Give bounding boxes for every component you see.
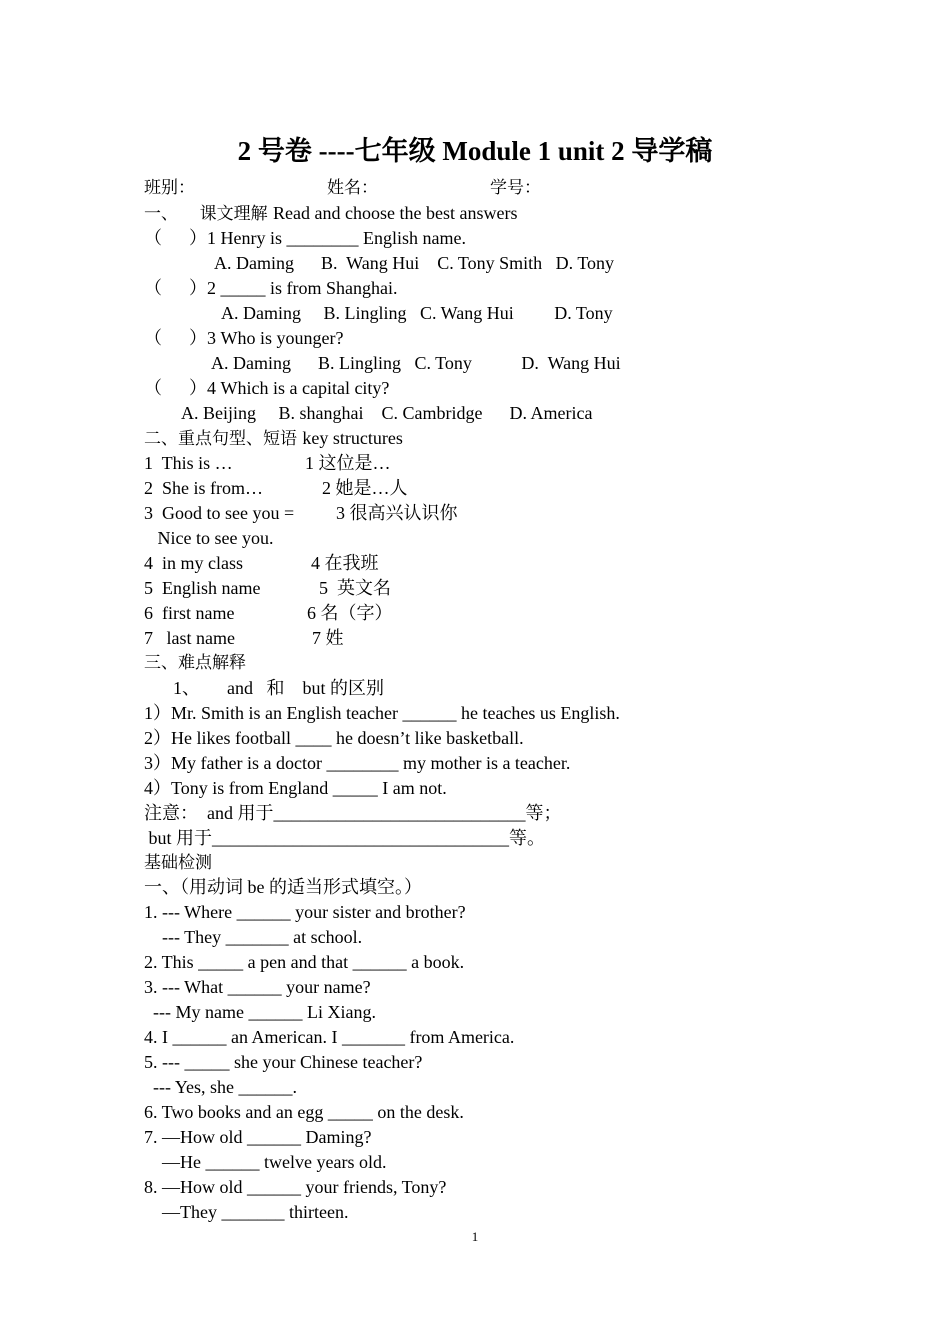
structure-en-6: 6 first name xyxy=(144,603,235,623)
question-3: （ ）3 Who is younger? xyxy=(144,328,344,348)
structure-cn-3: 3 很高兴认识你 xyxy=(336,503,458,523)
question-1-options: A. Daming B. Wang Hui C. Tony Smith D. Tony xyxy=(214,253,615,273)
section3-heading: 三、难点解释 xyxy=(144,653,246,673)
section2-heading-cn: 二、重点句型、短语 xyxy=(144,429,303,449)
structure-en-4: 4 in my class xyxy=(144,553,243,573)
exercise-line-3: 2. This _____ a pen and that ______ a book. xyxy=(144,952,465,972)
structure-cn-1: 1 这位是… xyxy=(305,453,391,473)
section1-heading-en: Read and choose the best answers xyxy=(273,203,518,223)
and-but-line-3: 3）My father is a doctor ________ my mother is a teacher. xyxy=(144,753,571,773)
exercise-line-13: —They _______ thirteen. xyxy=(144,1202,349,1222)
structure-cn-2: 2 她是…人 xyxy=(322,478,408,498)
page-title: 2 号卷 ----七年级 Module 1 unit 2 导学稿 xyxy=(237,136,713,166)
exercise-line-6: 4. I ______ an American. I _______ from America. xyxy=(144,1027,515,1047)
name-label: 姓名： xyxy=(327,178,378,198)
basic-sub: 一、（用动词 be 的适当形式填空。） xyxy=(144,877,422,897)
structure-cn-4: 4 在我班 xyxy=(311,553,379,573)
student-number-label: 学号： xyxy=(490,178,541,198)
class-label: 班别： xyxy=(144,178,195,198)
exercise-line-5: --- My name ______ Li Xiang. xyxy=(144,1002,376,1022)
page-number: 1 xyxy=(471,1229,479,1244)
section1-heading xyxy=(144,201,517,226)
structure-en-3b: Nice to see you. xyxy=(144,528,274,548)
section2-heading xyxy=(144,426,403,451)
exercise-line-10: 7. —How old ______ Daming? xyxy=(144,1127,372,1147)
exercise-line-11: —He ______ twelve years old. xyxy=(144,1152,387,1172)
exercise-line-4: 3. --- What ______ your name? xyxy=(144,977,371,997)
exercise-line-8: --- Yes, she ______. xyxy=(144,1077,297,1097)
and-but-line-2: 2）He likes football ____ he doesn’t like basketball. xyxy=(144,728,524,748)
question-2-options: A. Daming B. Lingling C. Wang Hui D. Tony xyxy=(221,303,613,323)
question-3-options: A. Daming B. Lingling C. Tony D. Wang Hui xyxy=(211,353,621,373)
structure-en-1: 1 This is … xyxy=(144,453,233,473)
exercise-line-12: 8. —How old ______ your friends, Tony? xyxy=(144,1177,447,1197)
note-and: 注意： and 用于____________________________等； xyxy=(144,803,562,823)
question-4: （ ）4 Which is a capital city? xyxy=(144,378,390,398)
structure-cn-7: 7 姓 xyxy=(312,628,344,648)
structure-en-7: 7 last name xyxy=(144,628,235,648)
section3-sub: 1、 and 和 but 的区别 xyxy=(173,678,384,698)
exercise-line-9: 6. Two books and an egg _____ on the desk. xyxy=(144,1102,464,1122)
exercise-line-7: 5. --- _____ she your Chinese teacher? xyxy=(144,1052,423,1072)
structure-cn-5: 5 英文名 xyxy=(319,578,391,598)
note-but: but 用于_________________________________等。 xyxy=(144,828,546,848)
exercise-line-1: 1. --- Where ______ your sister and brother? xyxy=(144,902,466,922)
exercise-line-2: --- They _______ at school. xyxy=(144,927,363,947)
question-4-options: A. Beijing B. shanghai C. Cambridge D. America xyxy=(181,403,593,423)
structure-cn-6: 6 名（字） xyxy=(307,603,393,623)
and-but-line-1: 1）Mr. Smith is an English teacher ______ he teaches us English. xyxy=(144,703,620,723)
section2-heading-en: key structures xyxy=(302,428,403,448)
structure-en-2: 2 She is from… xyxy=(144,478,263,498)
basic-heading: 基础检测 xyxy=(144,853,212,873)
section1-heading-cn: 一、 课文理解 xyxy=(144,204,274,224)
question-2: （ ）2 _____ is from Shanghai. xyxy=(144,278,398,298)
and-but-line-4: 4）Tony is from England _____ I am not. xyxy=(144,778,447,798)
question-1: （ ）1 Henry is ________ English name. xyxy=(144,228,466,248)
structure-en-3: 3 Good to see you = xyxy=(144,503,295,523)
structure-en-5: 5 English name xyxy=(144,578,261,598)
